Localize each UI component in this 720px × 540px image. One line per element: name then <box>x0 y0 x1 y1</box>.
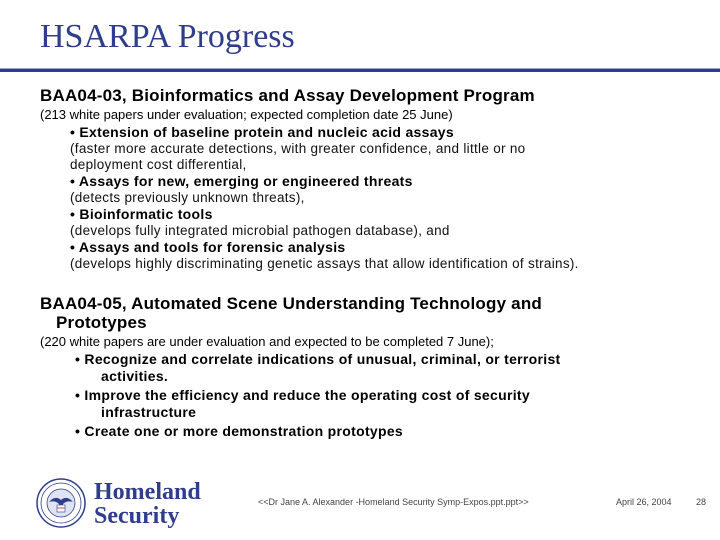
bullet-title: Bioinformatic tools <box>79 206 213 222</box>
page-number: 28 <box>696 497 707 507</box>
slide-title: HSARPA Progress <box>40 18 295 55</box>
bullet-icon: • <box>75 423 81 439</box>
logo-line2: Security <box>94 503 180 529</box>
section-baa04-05 <box>40 294 690 440</box>
bullet-title-continuation: infrastructure <box>101 404 197 420</box>
section1-note: (213 white papers under evaluation; expected completion date 25 June) <box>40 107 453 122</box>
bullet-description: (faster more accurate detections, with greater confidence, and little or no <box>70 141 526 156</box>
list-item <box>40 239 690 272</box>
title-divider <box>0 68 720 72</box>
bullet-icon: • <box>70 239 76 255</box>
section2-heading-line2: Prototypes <box>56 313 147 332</box>
section2-note: (220 white papers are under evaluation and expected to be completed 7 June); <box>40 334 494 349</box>
bullet-description: (develops highly discriminating genetic assays that allow identification of strains). <box>70 256 579 271</box>
homeland-security-logo <box>94 480 201 528</box>
bullet-title: Assays for new, emerging or engineered threats <box>78 173 413 189</box>
bullet-icon: • <box>75 387 81 403</box>
slide-footer <box>0 470 720 540</box>
section2-heading <box>40 294 690 332</box>
bullet-description: (develops fully integrated microbial pathogen database), and <box>70 223 450 238</box>
logo-line1: Homeland <box>94 479 201 505</box>
list-item <box>40 423 690 440</box>
list-item <box>40 206 690 239</box>
footer-date: April 26, 2004 <box>616 497 672 507</box>
bullet-description: deployment cost differential, <box>70 157 247 172</box>
bullet-icon: • <box>70 206 76 222</box>
bullet-icon: • <box>70 124 76 140</box>
list-item <box>40 351 690 385</box>
bullet-title: Create one or more demonstration prototypes <box>84 423 404 439</box>
slide-content <box>40 86 690 440</box>
section2-heading-line1: BAA04-05, Automated Scene Understanding Technology and <box>40 294 542 313</box>
bullet-title-continuation: activities. <box>101 368 169 384</box>
bullet-title: Assays and tools for forensic analysis <box>78 239 346 255</box>
footer-filename: <<Dr Jane A. Alexander -Homeland Security Symp-Expos.ppt.ppt>> <box>258 497 529 507</box>
list-item <box>40 173 690 206</box>
bullet-description: (detects previously unknown threats), <box>70 190 305 205</box>
bullet-title: Extension of baseline protein and nucleic acid assays <box>79 124 454 140</box>
list-item <box>40 387 690 421</box>
section1-heading: BAA04-03, Bioinformatics and Assay Development Program <box>40 86 535 105</box>
bullet-icon: • <box>75 351 81 367</box>
bullet-title: Recognize and correlate indications of unusual, criminal, or terrorist <box>84 351 561 367</box>
section-baa04-03 <box>40 86 690 272</box>
dhs-seal-icon <box>36 478 86 528</box>
bullet-icon: • <box>70 173 76 189</box>
list-item <box>40 124 690 173</box>
bullet-title: Improve the efficiency and reduce the operating cost of security <box>84 387 530 403</box>
